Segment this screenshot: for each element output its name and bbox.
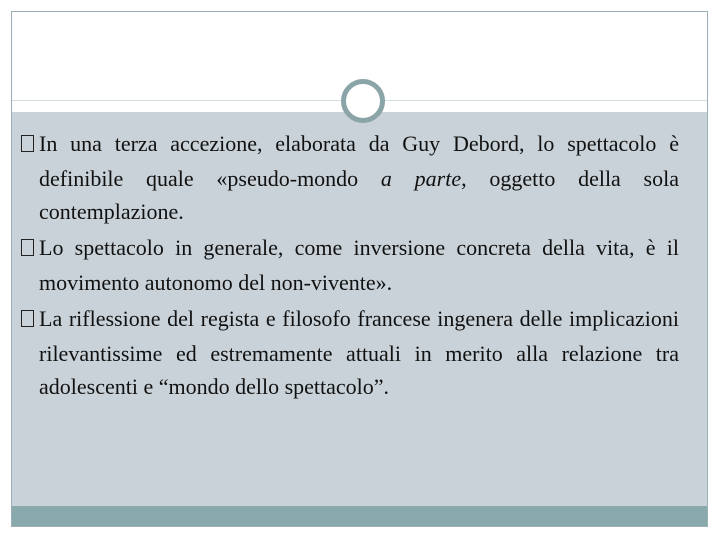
bullet-item (21, 127, 679, 228)
bullet-box-icon (21, 233, 39, 266)
bullet-text-3: La riflessione del regista e filosofo francese ingenera delle implicazioni rilevantissime ed estremamente attuali in merito alla relazione tra adolescenti e “mondo dello spettacolo”. (39, 306, 679, 399)
bullet-list (21, 127, 679, 406)
bullet-box-icon (21, 129, 39, 162)
bullet-item (21, 231, 679, 299)
bullet-box-icon (21, 304, 39, 337)
circle-ornament-icon (341, 79, 385, 123)
footer-bar (12, 506, 707, 526)
bullet-item (21, 302, 679, 403)
bullet-text-1-italic: a parte (380, 166, 462, 191)
bullet-text-2: Lo spettacolo in generale, come inversione concreta della vita, è il movimento autonomo del non-vivente». (39, 235, 679, 295)
bullet-text-1a: In una terza accezione, elaborata da Guy Debord, lo spettacolo è definibile quale «pseudo-mondo (39, 131, 679, 191)
bullet-text-1b: , oggetto della sola contemplazione. (39, 166, 679, 224)
